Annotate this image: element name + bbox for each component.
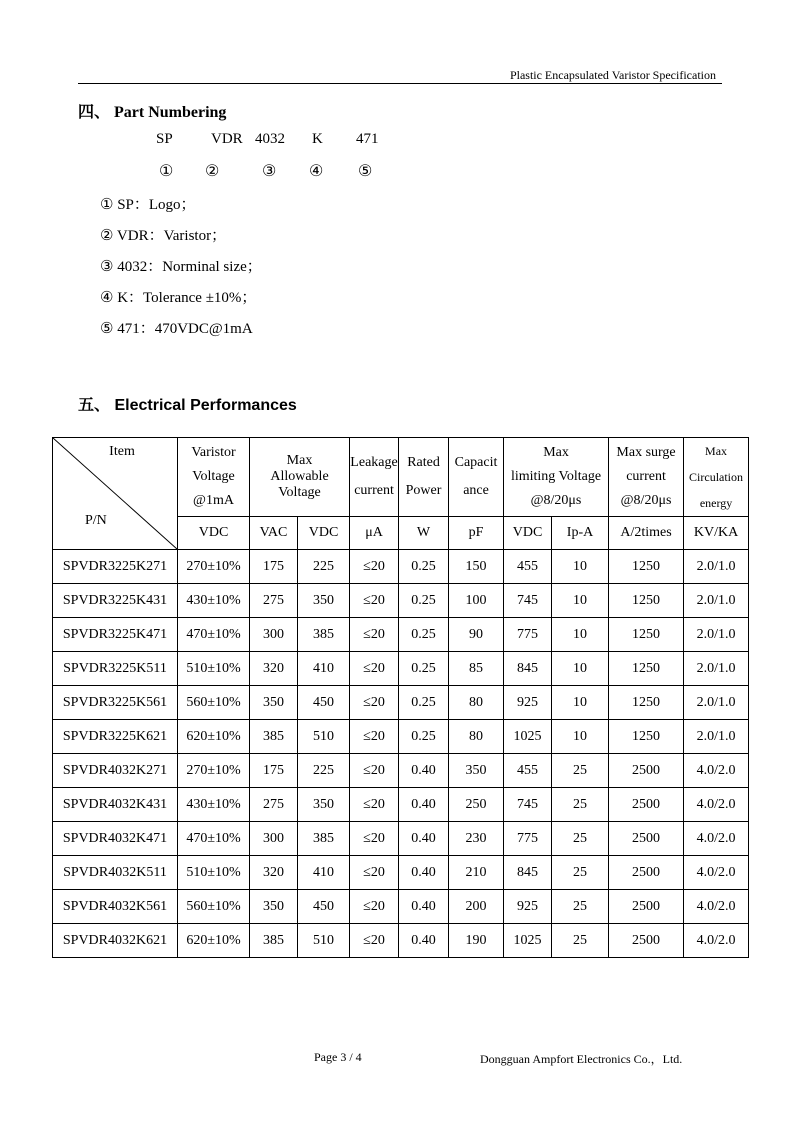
table-cell: 250 xyxy=(449,788,504,822)
table-cell: 275 xyxy=(250,584,298,618)
page-number: Page 3 / 4 xyxy=(314,1050,362,1064)
part-desc-3: ③ 4032：Norminal size； xyxy=(100,259,262,275)
table-cell: 0.25 xyxy=(399,652,449,686)
header-rule xyxy=(78,83,722,84)
table-cell: 410 xyxy=(298,856,350,890)
part-number-cell: SPVDR3225K621 xyxy=(53,720,178,754)
table-cell: 0.25 xyxy=(399,720,449,754)
max-allowable-voltage-header xyxy=(250,438,350,517)
part-number-cell: SPVDR4032K271 xyxy=(53,754,178,788)
header-line: Max surge xyxy=(616,445,676,460)
table-cell: 350 xyxy=(449,754,504,788)
table-cell: 350 xyxy=(298,788,350,822)
header-line: limiting Voltage xyxy=(510,469,602,484)
table-cell: 85 xyxy=(449,652,504,686)
table-cell: 385 xyxy=(250,720,298,754)
table-cell: 385 xyxy=(298,822,350,856)
table-cell: 300 xyxy=(250,618,298,652)
table-cell: 2500 xyxy=(609,754,684,788)
header-line: Leakage xyxy=(350,455,398,470)
table-cell: 320 xyxy=(250,856,298,890)
part-number-cell: SPVDR4032K561 xyxy=(53,890,178,924)
table-cell: 1250 xyxy=(609,584,684,618)
table-cell: 510 xyxy=(298,924,350,958)
header-line: @1mA xyxy=(193,493,234,508)
table-cell: ≤20 xyxy=(350,754,399,788)
unit-cell: Ip-A xyxy=(552,517,609,550)
table-cell: 2500 xyxy=(609,822,684,856)
table-cell: 4.0/2.0 xyxy=(684,856,749,890)
part-number-cell: SPVDR4032K431 xyxy=(53,788,178,822)
table-cell: 25 xyxy=(552,924,609,958)
table-cell: 90 xyxy=(449,618,504,652)
part-number-cell: SPVDR3225K271 xyxy=(53,550,178,584)
table-cell: 1250 xyxy=(609,550,684,584)
table-cell: 175 xyxy=(250,754,298,788)
table-cell: 0.40 xyxy=(399,856,449,890)
table-cell: 385 xyxy=(298,618,350,652)
table-cell: 1025 xyxy=(504,924,552,958)
header-line: energy xyxy=(699,496,733,510)
table-cell: 270±10% xyxy=(178,550,250,584)
table-cell: 560±10% xyxy=(178,686,250,720)
header-line: Circulation xyxy=(689,470,744,484)
part-marker-2: ② xyxy=(205,163,220,180)
table-cell: 4.0/2.0 xyxy=(684,822,749,856)
table-cell: 150 xyxy=(449,550,504,584)
table-cell: 10 xyxy=(552,686,609,720)
table-cell: ≤20 xyxy=(350,584,399,618)
table-body xyxy=(53,550,749,958)
part-code-1: SP xyxy=(156,131,173,147)
rated-power-header xyxy=(399,438,449,517)
part-number-cell: SPVDR3225K561 xyxy=(53,686,178,720)
table-cell: 620±10% xyxy=(178,924,250,958)
header-line: Max xyxy=(286,453,313,468)
header-line: @8/20μs xyxy=(530,493,582,508)
table-cell: 455 xyxy=(504,550,552,584)
table-cell: 190 xyxy=(449,924,504,958)
part-desc-1: ① SP：Logo； xyxy=(100,197,196,213)
table-cell: 320 xyxy=(250,652,298,686)
table-cell: 0.25 xyxy=(399,618,449,652)
table-row xyxy=(53,822,749,856)
section4-title: 四、 Part Numbering xyxy=(78,104,227,121)
table-cell: 10 xyxy=(552,720,609,754)
table-row xyxy=(53,890,749,924)
header-line: current xyxy=(626,469,666,484)
table-cell: 2500 xyxy=(609,890,684,924)
table-cell: ≤20 xyxy=(350,652,399,686)
header-line: current xyxy=(354,483,394,498)
table-cell: 100 xyxy=(449,584,504,618)
table-cell: 1025 xyxy=(504,720,552,754)
table-cell: 2.0/1.0 xyxy=(684,584,749,618)
table-cell: 510±10% xyxy=(178,652,250,686)
table-cell: 2.0/1.0 xyxy=(684,550,749,584)
table-cell: 510±10% xyxy=(178,856,250,890)
part-code-2: VDR xyxy=(211,131,243,147)
part-desc-2: ② VDR：Varistor； xyxy=(100,228,227,244)
table-cell: 80 xyxy=(449,686,504,720)
table-cell: ≤20 xyxy=(350,856,399,890)
table-cell: 0.40 xyxy=(399,822,449,856)
table-cell: 775 xyxy=(504,618,552,652)
table-cell: 470±10% xyxy=(178,618,250,652)
part-marker-5: ⑤ xyxy=(358,163,373,180)
part-number-cell: SPVDR3225K511 xyxy=(53,652,178,686)
table-cell: 25 xyxy=(552,856,609,890)
part-number-cell: SPVDR3225K431 xyxy=(53,584,178,618)
table-cell: 0.25 xyxy=(399,550,449,584)
header-line: Voltage xyxy=(192,469,235,484)
table-cell: 275 xyxy=(250,788,298,822)
table-cell: 2500 xyxy=(609,924,684,958)
unit-cell: KV/KA xyxy=(684,517,749,550)
table-cell: 4.0/2.0 xyxy=(684,754,749,788)
table-row xyxy=(53,584,749,618)
section5-title xyxy=(78,392,297,415)
table-cell: 2.0/1.0 xyxy=(684,618,749,652)
table-cell: 845 xyxy=(504,652,552,686)
part-code-5: 471 xyxy=(356,131,379,147)
header-line: Rated xyxy=(407,455,440,470)
unit-cell: VDC xyxy=(178,517,250,550)
header-line: Allowable xyxy=(270,469,329,484)
table-cell: 0.40 xyxy=(399,754,449,788)
header-title: Plastic Encapsulated Varistor Specification xyxy=(509,68,716,82)
table-cell: 1250 xyxy=(609,652,684,686)
table-row xyxy=(53,788,749,822)
header-line: @8/20μs xyxy=(620,493,672,508)
unit-cell: W xyxy=(399,517,449,550)
table-cell: 0.40 xyxy=(399,924,449,958)
table-cell: 25 xyxy=(552,754,609,788)
item-label: Item xyxy=(109,444,135,459)
item-pn-header xyxy=(53,438,178,550)
part-code-3: 4032 xyxy=(255,131,285,147)
table-cell: 10 xyxy=(552,584,609,618)
table-cell: ≤20 xyxy=(350,822,399,856)
table-cell: 385 xyxy=(250,924,298,958)
part-number-cell: SPVDR4032K511 xyxy=(53,856,178,890)
max-surge-current-header xyxy=(609,438,684,517)
table-cell: 2.0/1.0 xyxy=(684,686,749,720)
max-limiting-voltage-header xyxy=(504,438,609,517)
table-cell: 350 xyxy=(250,890,298,924)
header-line: Max xyxy=(543,445,569,460)
table-cell: 0.40 xyxy=(399,890,449,924)
table-cell: 25 xyxy=(552,788,609,822)
electrical-performance-table xyxy=(52,437,749,958)
table-cell: 455 xyxy=(504,754,552,788)
table-cell: 2.0/1.0 xyxy=(684,720,749,754)
part-code-4: K xyxy=(312,131,323,147)
table-cell: 25 xyxy=(552,890,609,924)
section5-title-cn: 五、 xyxy=(78,397,111,414)
table-row xyxy=(53,754,749,788)
table-cell: 4.0/2.0 xyxy=(684,924,749,958)
table-row xyxy=(53,618,749,652)
table-cell: 350 xyxy=(298,584,350,618)
header-line: Capacit xyxy=(454,455,498,470)
table-cell: ≤20 xyxy=(350,550,399,584)
table-cell: 1250 xyxy=(609,720,684,754)
max-circulation-energy-header xyxy=(684,438,749,517)
table-cell: 4.0/2.0 xyxy=(684,788,749,822)
part-number-cell: SPVDR3225K471 xyxy=(53,618,178,652)
table-cell: 470±10% xyxy=(178,822,250,856)
part-number-cell: SPVDR4032K621 xyxy=(53,924,178,958)
unit-cell: A/2times xyxy=(609,517,684,550)
part-number-cell: SPVDR4032K471 xyxy=(53,822,178,856)
unit-cell: VAC xyxy=(250,517,298,550)
section5-title-en: Electrical Performances xyxy=(114,397,297,414)
table-row xyxy=(53,652,749,686)
table-cell: ≤20 xyxy=(350,720,399,754)
table-cell: 0.25 xyxy=(399,686,449,720)
table-cell: ≤20 xyxy=(350,924,399,958)
table-cell: 2500 xyxy=(609,856,684,890)
header-line: ance xyxy=(463,483,489,498)
capacitance-header xyxy=(449,438,504,517)
header-line: Max xyxy=(705,444,728,458)
table-row xyxy=(53,924,749,958)
part-marker-4: ④ xyxy=(309,163,324,180)
table-cell: 925 xyxy=(504,686,552,720)
table-cell: 200 xyxy=(449,890,504,924)
table-row xyxy=(53,720,749,754)
table-cell: 10 xyxy=(552,550,609,584)
table-cell: 560±10% xyxy=(178,890,250,924)
table-cell: 1250 xyxy=(609,686,684,720)
unit-cell: VDC xyxy=(504,517,552,550)
company-name: Dongguan Ampfort Electronics Co.，Ltd. xyxy=(480,1052,683,1066)
table-cell: 845 xyxy=(504,856,552,890)
table-cell: 430±10% xyxy=(178,584,250,618)
table-cell: 25 xyxy=(552,822,609,856)
table-cell: 10 xyxy=(552,652,609,686)
table-cell: 2.0/1.0 xyxy=(684,652,749,686)
table-cell: 210 xyxy=(449,856,504,890)
unit-cell: μA xyxy=(350,517,399,550)
table-cell: 510 xyxy=(298,720,350,754)
table-cell: 4.0/2.0 xyxy=(684,890,749,924)
table-cell: ≤20 xyxy=(350,618,399,652)
table-cell: 10 xyxy=(552,618,609,652)
table-row xyxy=(53,550,749,584)
table-cell: 225 xyxy=(298,550,350,584)
table-cell: 745 xyxy=(504,788,552,822)
table-cell: 925 xyxy=(504,890,552,924)
varistor-voltage-header xyxy=(178,438,250,517)
table-cell: ≤20 xyxy=(350,686,399,720)
part-desc-4: ④ K：Tolerance ±10%； xyxy=(100,290,257,306)
header-line: Voltage xyxy=(278,485,321,500)
table-row xyxy=(53,856,749,890)
table-cell: 0.40 xyxy=(399,788,449,822)
table-cell: 0.25 xyxy=(399,584,449,618)
table-row xyxy=(53,686,749,720)
table-cell: 270±10% xyxy=(178,754,250,788)
table-cell: 225 xyxy=(298,754,350,788)
unit-cell: pF xyxy=(449,517,504,550)
part-desc-5: ⑤ 471：470VDC@1mA xyxy=(100,321,253,337)
table-cell: 430±10% xyxy=(178,788,250,822)
table-cell: 410 xyxy=(298,652,350,686)
table-cell: 300 xyxy=(250,822,298,856)
leakage-current-header xyxy=(350,438,399,517)
table-cell: ≤20 xyxy=(350,890,399,924)
table-cell: 175 xyxy=(250,550,298,584)
table-cell: 745 xyxy=(504,584,552,618)
table-cell: 1250 xyxy=(609,618,684,652)
table-cell: 450 xyxy=(298,686,350,720)
table-cell: 2500 xyxy=(609,788,684,822)
table-cell: 450 xyxy=(298,890,350,924)
header-line: Power xyxy=(405,483,442,498)
table-cell: ≤20 xyxy=(350,788,399,822)
unit-cell: VDC xyxy=(298,517,350,550)
table-cell: 620±10% xyxy=(178,720,250,754)
table-cell: 230 xyxy=(449,822,504,856)
part-marker-1: ① xyxy=(159,163,174,180)
table-cell: 350 xyxy=(250,686,298,720)
table-cell: 775 xyxy=(504,822,552,856)
header-line: Varistor xyxy=(191,445,236,460)
table-cell: 80 xyxy=(449,720,504,754)
part-marker-3: ③ xyxy=(262,163,277,180)
pn-label: P/N xyxy=(85,513,107,528)
